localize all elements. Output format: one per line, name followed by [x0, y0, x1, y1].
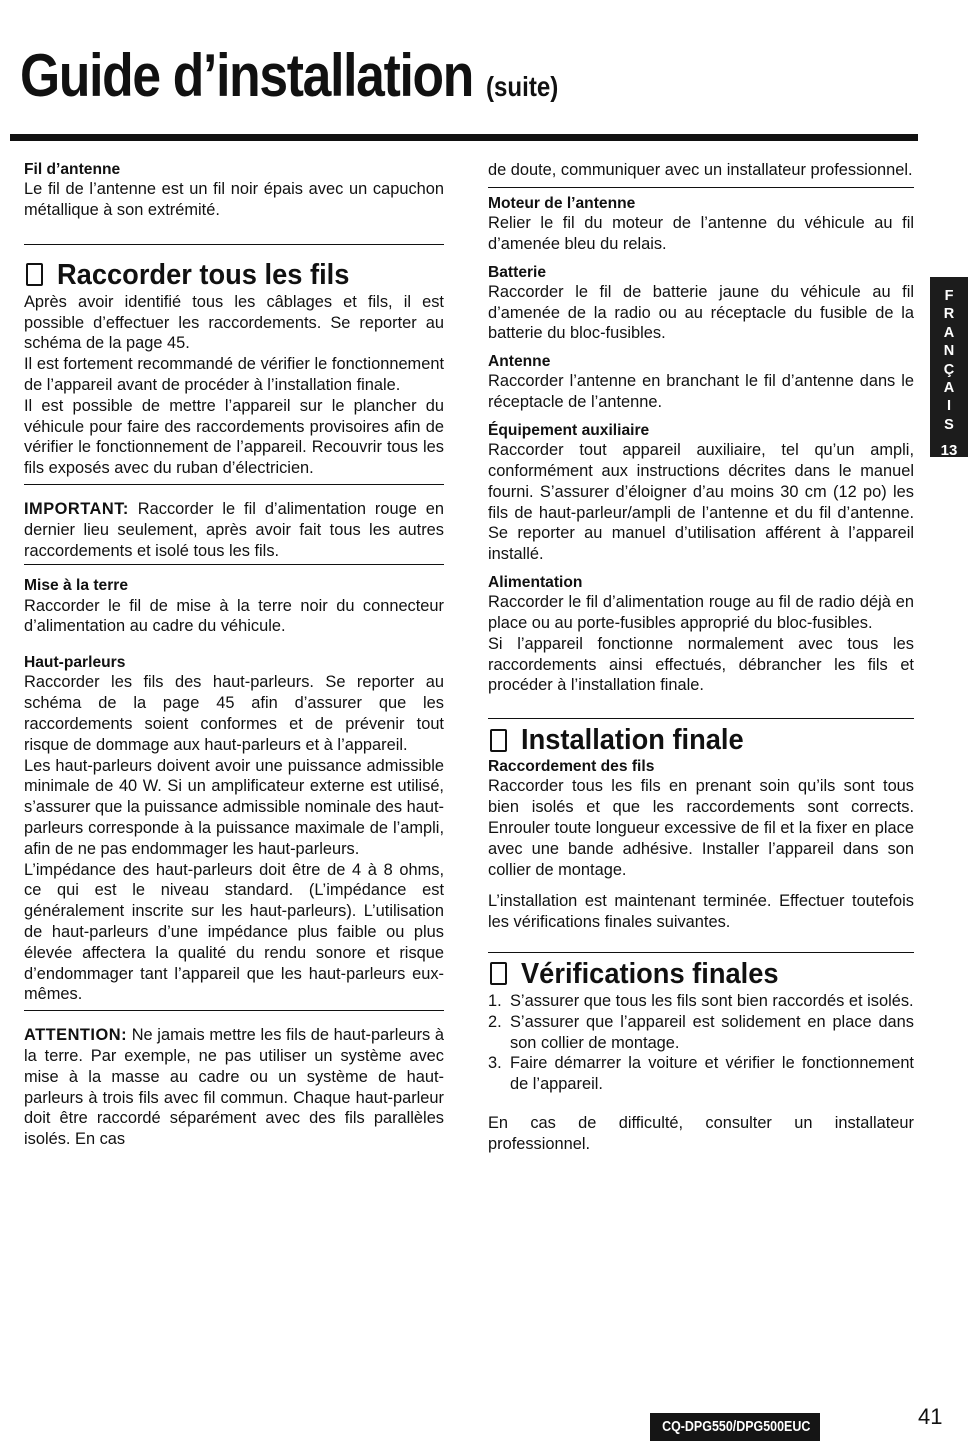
section-divider [24, 244, 444, 245]
list-item [488, 1012, 914, 1054]
list-item [488, 1053, 914, 1095]
antenne-title: Antenne [488, 353, 551, 371]
checkbox-square-icon [26, 263, 43, 286]
alimentation-paragraph-2: Si l’appareil fonctionne normalement avec tous les raccordements ainsi effectués, débrancher les fils et procéder à l’installation finale. [488, 634, 914, 695]
mise-terre-title: Mise à la terre [24, 577, 129, 595]
verifications-heading-text: Vérifications finales [521, 957, 779, 990]
title-rule [10, 134, 918, 141]
antenne-text: Raccorder l’antenne en branchant le fil d’antenne dans le réceptacle de l’antenne. [488, 372, 914, 412]
section-divider [24, 564, 444, 565]
language-tab-page: 13 [940, 442, 958, 460]
language-tab-letters [930, 277, 968, 434]
installation-heading [488, 723, 914, 757]
moteur-text: Relier le fil du moteur de l’antenne du véhicule au fil d’amenée bleu du relais. [488, 214, 914, 253]
haut-parleurs-paragraph-1: Raccorder les fils des haut-parleurs. Se reporter au schéma de la page 45 afin d’assurer que les raccordements soient conformes et de prévenir tout risque de dommage aux haut-parleurs et à l’appareil. [24, 673, 444, 754]
important-note [24, 499, 444, 561]
equipement-title: Équipement auxiliaire [488, 421, 650, 439]
page-title-text: Guide d’installation [20, 42, 473, 109]
fil-antenne-text: Le fil de l’antenne est un fil noir épais avec un capuchon métallique à son extrémité. [24, 180, 444, 219]
haut-parleurs-paragraph-3: L’impédance des haut-parleurs doit être de 4 à 8 ohms, ce qui est le niveau standard. (L’impédance est généralement inscrite sur les haut-parleurs). L’utilisation de haut-parleurs d’une impédance plus faible ou plus élevée affectera la qualité du rendu sonore et risque d’endommager tant l’appareil que les haut-parleurs eux-mêmes. [24, 860, 444, 1004]
raccorder-heading [24, 258, 444, 292]
tab-letter: R [943, 306, 955, 323]
language-tab [930, 277, 968, 460]
list-item-number: 2. [488, 1012, 502, 1031]
verifications-list [488, 991, 914, 1095]
tab-letter: A [943, 380, 955, 397]
batterie-text: Raccorder le fil de batterie jaune du véhicule au fil d’amenée de la radio ou au réceptacle du fusible de la batterie du bloc-fusibles. [488, 282, 914, 343]
list-item-number: 3. [488, 1054, 502, 1073]
tab-letter: S [944, 416, 954, 433]
left-column [24, 160, 444, 1150]
haut-parleurs-paragraph-2: Les haut-parleurs doivent avoir une puissance admissible minimale de 40 W. Si un amplificateur externe est utilisé, s’assurer que la puissance admissible nominale des haut-parleurs corresponde à la puissance maximale de l’ampli, afin de ne pas endommager les haut-parleurs. [24, 756, 445, 858]
page-title [20, 40, 558, 123]
fil-antenne-title: Fil d’antenne [24, 161, 121, 178]
attention-note [24, 1025, 444, 1150]
equipement-text: Raccorder tout appareil auxiliaire, tel qu’un ampli, conformément aux instructions décrites dans le manuel fourni. S’assurer d’éloigner d’au moins 30 cm (12 po) les fils de haut-parleur/ampli de l’antenne et du fil d’antenne. Se reporter au manuel d’utilisation afférent à l’appareil installé. [488, 441, 914, 564]
tab-letter: F [944, 288, 954, 304]
checkbox-square-icon [490, 729, 507, 752]
list-item-number: 1. [488, 991, 502, 1010]
installation-heading-text: Installation finale [521, 724, 744, 757]
section-divider [488, 187, 914, 188]
tab-letter: A [943, 324, 955, 341]
checkbox-square-icon [490, 962, 507, 985]
list-item-text: S’assurer que tous les fils sont bien raccordés et isolés. [510, 991, 914, 1010]
closing-text: En cas de difficulté, consulter un installateur professionnel. [488, 1113, 914, 1153]
raccorder-heading-text: Raccorder tous les fils [57, 258, 350, 291]
continuation-text: de doute, communiquer avec un installateur professionnel. [488, 161, 913, 179]
raccordement-title: Raccordement des fils [488, 758, 655, 776]
page-title-suffix: (suite) [486, 71, 559, 102]
section-divider [24, 1010, 444, 1011]
section-divider [24, 484, 444, 485]
list-item-text: Faire démarrer la voiture et vérifier le fonctionnement de l’appareil. [510, 1054, 914, 1094]
batterie-title: Batterie [488, 263, 547, 281]
raccorder-paragraph-1: Après avoir identifié tous les câblages et fils, il est possible d’effectuer les raccordements. Se reporter au schéma de la page 45. [24, 292, 444, 353]
important-label: IMPORTANT: [24, 499, 129, 518]
page-number: 41 [918, 1404, 943, 1429]
installation-paragraph-1: Raccorder tous les fils en prenant soin qu’ils sont tous bien isolés et que les raccordements sont corrects. Enrouler toute longueur excessive de fil et la fixer en place avec une bande adhésive. Installer l’appareil dans son collier de montage. [488, 777, 914, 879]
right-column [488, 160, 914, 1155]
section-divider [488, 952, 914, 953]
model-badge [650, 1413, 820, 1441]
tab-letter: I [946, 398, 952, 415]
tab-letter: Ç [943, 361, 955, 378]
verifications-heading [488, 957, 914, 991]
list-item-text: S’assurer que l’appareil est solidement en place dans son collier de montage. [510, 1012, 914, 1052]
section-divider [488, 718, 914, 719]
haut-parleurs-title: Haut-parleurs [24, 654, 126, 672]
attention-label: ATTENTION: [24, 1026, 128, 1045]
alimentation-title: Alimentation [488, 573, 583, 591]
tab-letter: N [943, 343, 955, 360]
attention-text: Ne jamais mettre les fils de haut-parleurs à la terre. Par exemple, ne pas utiliser un système avec mise à la masse au cadre ou un système de haut-parleurs à trois fils avec fil commun. Chaque haut-parleur doit être raccordé séparément avec des fils parallèles isolés. En cas [24, 1026, 444, 1149]
raccorder-paragraph-3: Il est possible de mettre l’appareil sur le plancher du véhicule pour faire des raccordements provisoires afin de vérifier le fonctionnement de l’appareil. Recouvrir tous les fils exposés avec du ruban d’électricien. [24, 396, 444, 478]
installation-paragraph-2: L’installation est maintenant terminée. Effectuer toutefois les vérifications finales suivantes. [488, 892, 914, 932]
raccorder-paragraph-2: Il est fortement recommandé de vérifier le fonctionnement de l’appareil avant de procéder à l’installation finale. [24, 355, 444, 394]
alimentation-paragraph-1: Raccorder le fil d’alimentation rouge au fil de radio déjà en place ou au porte-fusibles approprié du bloc-fusibles. [488, 593, 914, 632]
list-item [488, 991, 914, 1012]
model-badge-text: CQ-DPG550/DPG500EUC [662, 1419, 811, 1435]
important-text: Raccorder le fil d’alimentation rouge en dernier lieu seulement, après avoir fait tous les autres raccordements et isolé tous les fils. [24, 499, 444, 560]
mise-terre-text: Raccorder le fil de mise à la terre noir du connecteur d’alimentation au cadre du véhicule. [24, 596, 444, 636]
moteur-title: Moteur de l’antenne [488, 194, 636, 212]
